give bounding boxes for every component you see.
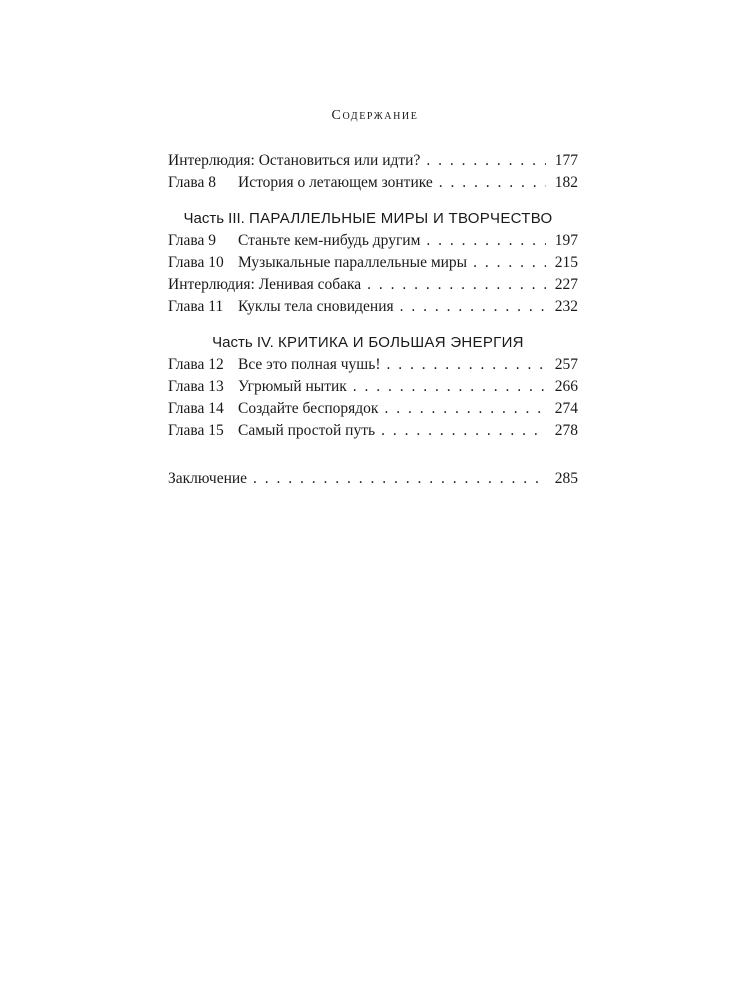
- toc-entry-page: 285: [554, 470, 578, 487]
- toc-entry-label: [168, 376, 347, 398]
- toc-entry-chapter-15[interactable]: [168, 420, 578, 442]
- dot-leader: [253, 468, 546, 490]
- toc-entry-label: [168, 230, 420, 252]
- chapter-number: Глава 10: [168, 254, 224, 271]
- toc-entry-title: Заключение: [168, 470, 248, 487]
- part-title: ПАРАЛЛЕЛЬНЫЕ МИРЫ И ТВОРЧЕСТВО: [249, 210, 553, 227]
- dot-leader: [384, 398, 546, 420]
- toc-entry-page: 182: [554, 174, 578, 191]
- toc-entry-title: Интерлюдия: Ленивая собака: [168, 276, 362, 293]
- toc-entry-page: 232: [554, 298, 578, 315]
- toc-entry-chapter-9[interactable]: [168, 230, 578, 252]
- toc-entry-chapter-13[interactable]: [168, 376, 578, 398]
- chapter-number: Глава 14: [168, 400, 224, 417]
- toc-entry-page: 177: [554, 152, 578, 169]
- toc-entry-chapter-14[interactable]: [168, 398, 578, 420]
- toc-entry-interlude-stop-or-go[interactable]: [168, 150, 578, 172]
- toc-entry-title: Угрюмый нытик: [238, 378, 347, 395]
- toc-entry-page: 215: [554, 254, 578, 271]
- dot-leader: [426, 150, 546, 172]
- toc-entry-chapter-8[interactable]: [168, 172, 578, 194]
- table-of-contents: [168, 150, 578, 490]
- toc-entry-title: История о летающем зонтике: [238, 174, 433, 191]
- chapter-number: Глава 11: [168, 298, 224, 315]
- toc-entry-page: 274: [554, 400, 578, 417]
- toc-entry-label: [168, 354, 380, 376]
- dot-leader: [386, 354, 546, 376]
- toc-entry-title: Куклы тела сновидения: [238, 298, 394, 315]
- toc-entry-page: 278: [554, 422, 578, 439]
- toc-entry-label: [168, 296, 394, 318]
- part-title: КРИТИКА И БОЛЬШАЯ ЭНЕРГИЯ: [278, 334, 524, 351]
- dot-leader: [426, 230, 546, 252]
- toc-entry-chapter-12[interactable]: [168, 354, 578, 376]
- part-label: Часть IV.: [212, 334, 274, 351]
- part-heading-4: [158, 332, 578, 354]
- toc-entry-title: Создайте беспорядок: [238, 400, 379, 417]
- part-label: Часть III.: [183, 210, 245, 227]
- page-title: Содержание: [331, 108, 419, 123]
- dot-leader: [400, 296, 546, 318]
- chapter-number: Глава 8: [168, 174, 217, 191]
- toc-entry-title: Интерлюдия: Остановиться или идти?: [168, 152, 421, 169]
- dot-leader: [381, 420, 546, 442]
- toc-entry-chapter-10[interactable]: [168, 252, 578, 274]
- toc-entry-page: 266: [554, 378, 578, 395]
- toc-entry-page: 197: [554, 232, 578, 249]
- chapter-number: Глава 13: [168, 378, 224, 395]
- toc-entry-label: [168, 398, 378, 420]
- toc-entry-title: Все это полная чушь!: [238, 356, 381, 373]
- chapter-number: Глава 9: [168, 232, 217, 249]
- toc-entry-title: Самый простой путь: [238, 422, 376, 439]
- toc-entry-interlude-lazy-dog[interactable]: [168, 274, 578, 296]
- dot-leader: [353, 376, 546, 398]
- chapter-number: Глава 15: [168, 422, 224, 439]
- toc-entry-page: 257: [554, 356, 578, 373]
- toc-entry-page: 227: [554, 276, 578, 293]
- dot-leader: [473, 252, 546, 274]
- toc-entry-label: [168, 420, 375, 442]
- chapter-number: Глава 12: [168, 356, 224, 373]
- toc-entry-title: Станьте кем-нибудь другим: [238, 232, 421, 249]
- toc-entry-conclusion[interactable]: [168, 468, 578, 490]
- toc-entry-title: Музыкальные параллельные миры: [238, 254, 468, 271]
- toc-entry-label: [168, 252, 467, 274]
- toc-entry-chapter-11[interactable]: [168, 296, 578, 318]
- toc-entry-label: [168, 172, 433, 194]
- dot-leader: [439, 172, 546, 194]
- dot-leader: [367, 274, 546, 296]
- part-heading-3: [158, 208, 578, 230]
